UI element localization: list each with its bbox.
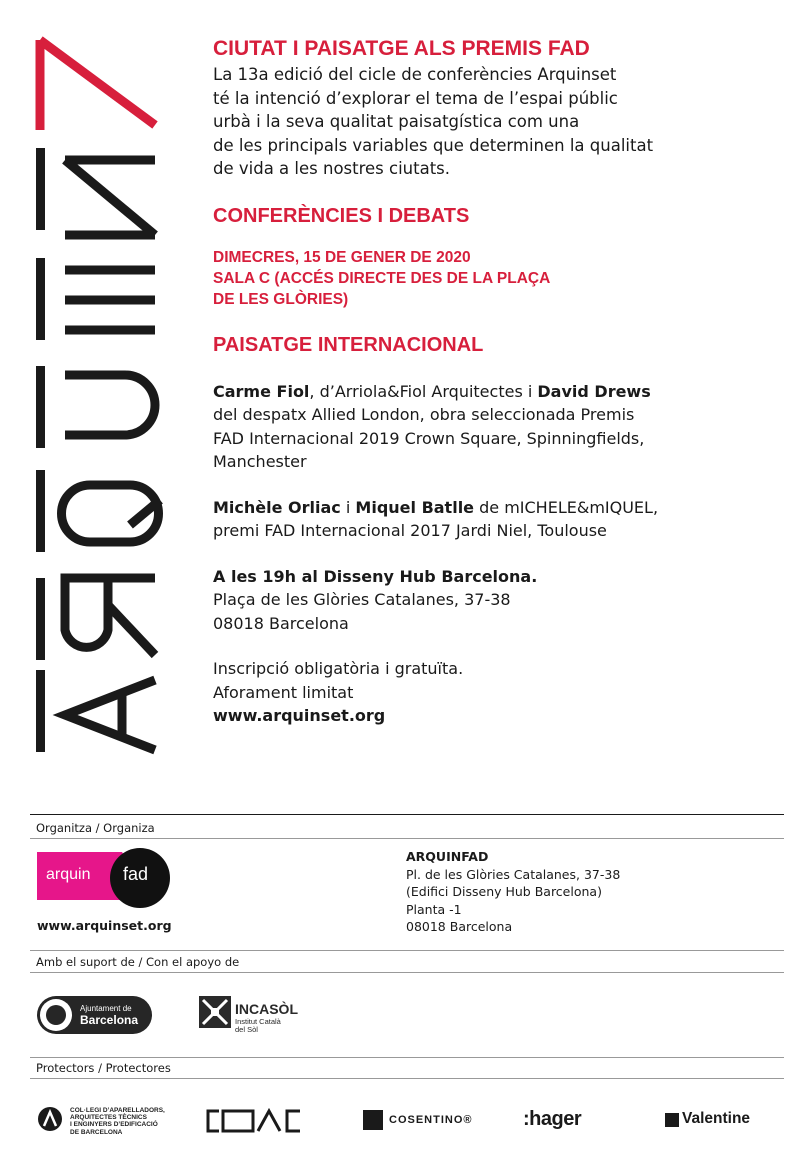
valentine-logo: Valentine	[682, 1110, 751, 1127]
ajuntament-small: Ajuntament de	[80, 1004, 132, 1013]
logo-letter-n	[65, 160, 155, 235]
speakers-block-2	[213, 496, 773, 543]
logo-letter-r	[65, 578, 155, 655]
logo-bars	[36, 148, 45, 752]
footer-subdivider-3	[30, 1078, 784, 1079]
ajuntament-seal-icon	[40, 999, 72, 1031]
logo-letter-7	[40, 40, 155, 130]
topic-title: PAISATGE INTERNACIONAL	[213, 333, 484, 356]
website-link[interactable]: www.arquinset.org	[213, 706, 386, 725]
speakers-block-1	[213, 380, 773, 474]
main-content	[213, 36, 773, 728]
speaker-name: Miquel Batlle	[355, 497, 475, 517]
cosentino-mark-icon	[363, 1110, 383, 1130]
logo-letter-u	[65, 375, 155, 435]
hager-logo: :hager	[523, 1108, 582, 1130]
intro-line: té la intenció d’explorar el tema de l’espai públic	[213, 88, 618, 108]
incasol-subtitle	[235, 1018, 281, 1034]
logo-letter-q	[62, 485, 161, 542]
protectors-label: Protectors / Protectores	[36, 1061, 171, 1075]
venue-time: A les 19h al Disseny Hub Barcelona.	[213, 566, 538, 586]
speaker-affiliation: de mICHELE&mIQUEL,	[474, 497, 659, 517]
incasol-mark-icon	[199, 996, 231, 1028]
speaker-text: Manchester	[213, 452, 307, 471]
venue-city: 08018 Barcelona	[213, 613, 349, 633]
caat-line: ARQUITECTES TÈCNICS	[70, 1114, 147, 1122]
section-title: CONFERÈNCIES I DEBATS	[213, 204, 470, 227]
caat-line: COL·LEGI D’APARELLADORS,	[70, 1107, 165, 1114]
speaker-text: FAD Internacional 2019 Crown Square, Spinningfields,	[213, 428, 645, 448]
address-line: Planta -1	[406, 901, 462, 917]
speaker-connector: i	[340, 497, 356, 517]
speaker-name: David Drews	[537, 381, 651, 401]
registration-block	[213, 657, 773, 728]
caat-line: DE BARCELONA	[70, 1128, 123, 1136]
organizer-name: ARQUINFAD	[406, 849, 489, 864]
footer-website[interactable]: www.arquinset.org	[37, 918, 172, 933]
suport-label: Amb el suport de / Con el apoyo de	[36, 955, 240, 969]
venue-address: Plaça de les Glòries Catalanes, 37-38	[213, 590, 511, 609]
intro-paragraph	[213, 63, 773, 181]
capacity-text: Aforament limitat	[213, 682, 354, 702]
date-line: SALA C (ACCÉS DIRECTE DES DE LA PLAÇA	[213, 269, 551, 287]
fad-logo-text: fad	[123, 864, 149, 884]
intro-line: de vida a les nostres ciutats.	[213, 159, 451, 178]
speaker-name: Carme Fiol	[213, 381, 310, 401]
intro-line: urbà i la seva qualitat paisatgística com una	[213, 112, 580, 131]
arquin7-logo	[30, 30, 170, 760]
logo-letter-a	[65, 680, 155, 750]
date-line: DE LES GLÒRIES)	[213, 290, 349, 308]
address-line: (Edifici Disseny Hub Barcelona)	[406, 884, 602, 899]
organitza-label: Organitza / Organiza	[36, 821, 155, 835]
incasol-sub-1: Institut Català	[235, 1017, 281, 1026]
speaker-text: del despatx Allied London, obra seleccionada Premis	[213, 405, 635, 424]
arquin-logo-text: arquin	[46, 866, 91, 883]
venue-block	[213, 565, 773, 636]
speaker-text: premi FAD Internacional 2017 Jardi Niel, Toulouse	[213, 521, 607, 540]
incasol-name: INCASÒL	[235, 1001, 298, 1017]
address-line: Pl. de les Glòries Catalanes, 37-38	[406, 866, 621, 882]
caat-logo-icon	[37, 1106, 63, 1132]
cosentino-logo: COSENTINO®	[389, 1114, 473, 1126]
address-line: 08018 Barcelona	[406, 919, 513, 934]
speaker-name: Michèle Orliac	[213, 497, 341, 517]
footer-subdivider-2	[30, 972, 784, 973]
footer-divider-2	[30, 950, 784, 951]
ajuntament-big: Barcelona	[80, 1013, 139, 1027]
footer-divider-3	[30, 1057, 784, 1058]
organizer-address	[406, 848, 620, 936]
footer-divider	[30, 814, 784, 815]
speaker-affiliation: , d’Arriola&Fiol Arquitectes i	[309, 381, 538, 401]
valentine-mark-icon	[665, 1113, 679, 1127]
page-title: CIUTAT I PAISATGE ALS PREMIS FAD	[213, 37, 590, 60]
intro-line: de les principals variables que determinen la qualitat	[213, 135, 654, 155]
date-line: DIMECRES, 15 DE GENER DE 2020	[213, 248, 471, 266]
registration-text: Inscripció obligatòria i gratuïta.	[213, 659, 464, 678]
coac-logo-icon	[205, 1108, 302, 1134]
footer-subdivider	[30, 838, 784, 839]
intro-line: La 13a edició del cicle de conferències Arquinset	[213, 65, 617, 84]
incasol-sub-2: del Sòl	[235, 1025, 258, 1034]
caat-line: I ENGINYERS D’EDIFICACIÓ	[70, 1121, 158, 1129]
event-date	[213, 247, 773, 310]
logo-letter-i	[65, 270, 155, 330]
caat-name	[70, 1107, 165, 1136]
